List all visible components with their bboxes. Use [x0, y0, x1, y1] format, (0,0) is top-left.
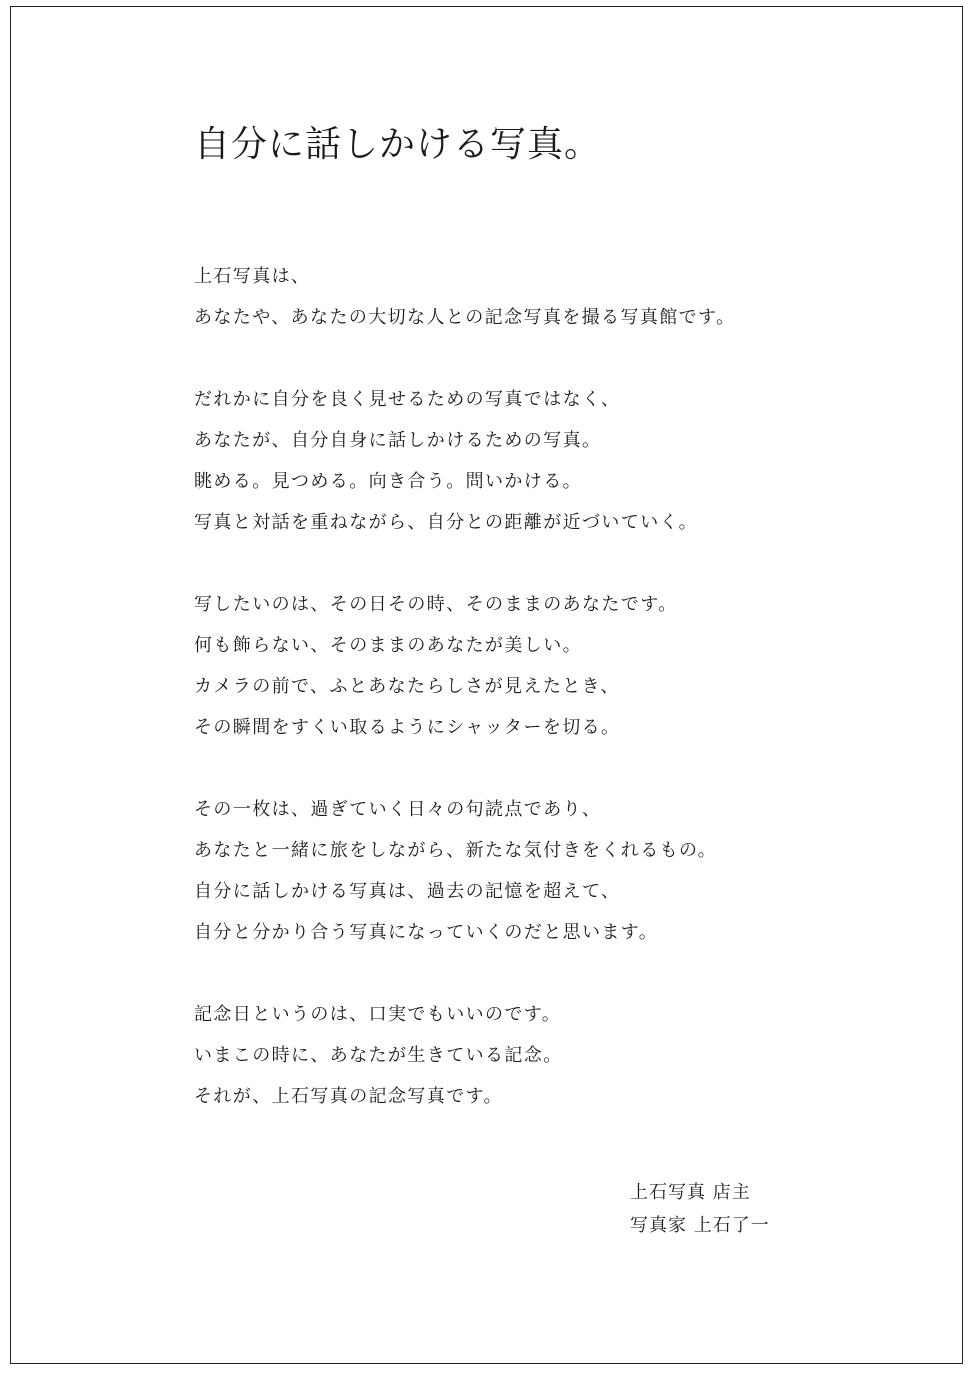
text-line: 写真と対話を重ねながら、自分との距離が近づいていく。 — [194, 512, 699, 533]
signature-name: 写真家 上石了一 — [630, 1215, 770, 1236]
text-line: それが、上石写真の記念写真です。 — [194, 1086, 503, 1107]
signature-role: 上石写真 店主 — [630, 1182, 751, 1203]
paragraph — [194, 379, 834, 543]
paragraph — [194, 256, 834, 338]
text-line: 自分に話しかける写真は、過去の記憶を超えて、 — [194, 881, 621, 902]
body-text — [194, 256, 834, 1158]
text-line: 写したいのは、その日その時、そのままのあなたです。 — [194, 594, 678, 615]
text-line: その一枚は、過ぎていく日々の句読点であり、 — [194, 799, 602, 820]
text-line: あなたと一緒に旅をしながら、新たな気付きをくれるもの。 — [194, 840, 718, 861]
signature — [630, 1176, 770, 1242]
paragraph — [194, 994, 834, 1117]
text-line: 眺める。見つめる。向き合う。問いかける。 — [194, 471, 582, 492]
document-title: 自分に話しかける写真。 — [194, 124, 602, 165]
text-line: だれかに自分を良く見せるための写真ではなく、 — [194, 389, 621, 410]
text-line: カメラの前で、ふとあなたらしさが見えたとき、 — [194, 676, 620, 697]
text-line: あなたが、自分自身に話しかけるための写真。 — [194, 430, 602, 451]
text-line: 記念日というのは、口実でもいいのです。 — [194, 1004, 562, 1025]
text-line: いまこの時に、あなたが生きている記念。 — [194, 1045, 563, 1066]
text-line: その瞬間をすくい取るようにシャッターを切る。 — [194, 717, 621, 738]
text-line: 自分と分かり合う写真になっていくのだと思います。 — [194, 922, 659, 943]
paragraph — [194, 584, 834, 748]
text-line: 上石写真は、 — [194, 266, 311, 287]
paragraph — [194, 789, 834, 953]
text-line: 何も飾らない、そのままのあなたが美しい。 — [194, 635, 582, 656]
text-line: あなたや、あなたの大切な人との記念写真を撮る写真館です。 — [194, 307, 736, 328]
